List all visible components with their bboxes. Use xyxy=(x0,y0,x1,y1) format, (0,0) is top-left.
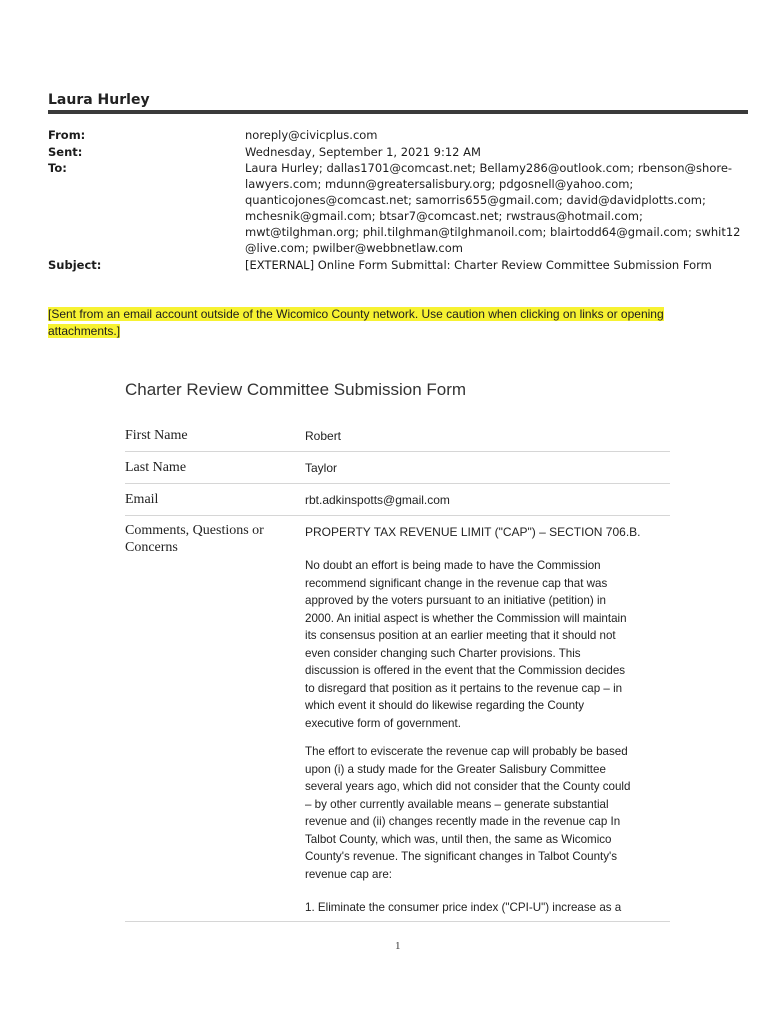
paragraph-line: 2000. An initial aspect is whether the Commission will maintain xyxy=(305,611,627,625)
paragraph-line: to disregard that position as it pertains to the revenue cap – in xyxy=(305,681,623,695)
last-name-label: Last Name xyxy=(125,460,187,475)
field-separator xyxy=(125,451,670,452)
field-separator xyxy=(125,515,670,516)
paragraph-line: executive form of government. xyxy=(305,716,461,730)
comments-heading: PROPERTY TAX REVENUE LIMIT ("CAP") – SECTION 706.B. xyxy=(305,525,641,539)
paragraph-line: which event it should do likewise regarding the County xyxy=(305,699,585,712)
to-line: @live.com; pwilber@webbnetlaw.com xyxy=(245,241,463,255)
to-line: Laura Hurley; dallas1701@comcast.net; Bellamy286@outlook.com; rbenson@shore- xyxy=(245,161,733,175)
paragraph-line: 1. Eliminate the consumer price index ("CPI-U") increase as a xyxy=(305,901,622,914)
page-number: 1 xyxy=(395,940,401,952)
to-line: mchesnik@gmail.com; btsar7@comcast.net; rwstraus@hotmail.com; xyxy=(245,209,643,223)
comments-label-line: Concerns xyxy=(125,540,178,555)
from-value: noreply@civicplus.com xyxy=(245,128,378,142)
comments-label-line: Comments, Questions or xyxy=(125,523,264,538)
email-label: Email xyxy=(125,492,159,507)
paragraph-line: even consider changing such Charter provisions. This xyxy=(305,646,581,660)
subject-label: Subject: xyxy=(48,258,102,272)
sent-value: Wednesday, September 1, 2021 9:12 AM xyxy=(245,145,481,159)
to-label: To: xyxy=(48,161,67,175)
first-name-label: First Name xyxy=(125,428,188,443)
paragraph-line: The effort to eviscerate the revenue cap will probably be based xyxy=(305,745,628,758)
subject-value: [EXTERNAL] Online Form Submittal: Charter Review Committee Submission Form xyxy=(245,258,712,272)
sender-name: Laura Hurley xyxy=(48,92,150,108)
paragraph-line: Talbot County, which was, until then, the same as Wicomico xyxy=(305,832,612,846)
first-name-value: Robert xyxy=(305,429,342,443)
paragraph-line: No doubt an effort is being made to have the Commission xyxy=(305,559,601,572)
to-recipients xyxy=(245,160,755,256)
comments-paragraph xyxy=(305,743,675,883)
paragraph-line: – by other currently available means – generate substantial xyxy=(305,797,609,811)
paragraph-line: revenue cap are: xyxy=(305,867,393,881)
sent-label: Sent: xyxy=(48,145,83,159)
header-divider xyxy=(48,110,748,114)
to-line: mwt@tilghman.org; phil.tilghman@tilghmanoil.com; blairtodd64@gmail.com; swhit12 xyxy=(245,225,741,239)
field-separator xyxy=(125,921,670,922)
external-sender-warning xyxy=(48,306,728,340)
comments-paragraph xyxy=(305,899,675,917)
paragraph-line: several years ago, which did not consider that the County could xyxy=(305,780,631,793)
to-line: lawyers.com; mdunn@greatersalisbury.org; pdgosnell@yahoo.com; xyxy=(245,177,634,191)
comments-label xyxy=(125,522,290,556)
last-name-value: Taylor xyxy=(305,461,338,475)
to-line: quanticojones@comcast.net; samorris655@gmail.com; david@davidplotts.com; xyxy=(245,193,706,207)
paragraph-line: County's revenue. The significant changes in Talbot County's xyxy=(305,850,618,863)
form-title: Charter Review Committee Submission Form xyxy=(125,380,467,399)
paragraph-line: approved by the voters pursuant to an initiative (petition) in xyxy=(305,594,606,607)
warning-line: [Sent from an email account outside of the Wicomico County network. Use caution when clicking on links or opening xyxy=(48,307,664,321)
paragraph-line: its consensus position at an earlier meeting that it should not xyxy=(305,629,616,642)
warning-line: attachments.] xyxy=(48,324,121,338)
comments-paragraph xyxy=(305,557,675,732)
paragraph-line: upon (i) a study made for the Greater Salisbury Committee xyxy=(305,762,606,776)
paragraph-line: discussion is offered in the event that the Commission decides xyxy=(305,664,626,677)
paragraph-line: recommend significant change in the revenue cap that was xyxy=(305,576,608,590)
email-value: rbt.adkinspotts@gmail.com xyxy=(305,493,450,507)
from-label: From: xyxy=(48,128,86,142)
field-separator xyxy=(125,483,670,484)
paragraph-line: revenue and (ii) changes recently made in the revenue cap In xyxy=(305,815,621,828)
